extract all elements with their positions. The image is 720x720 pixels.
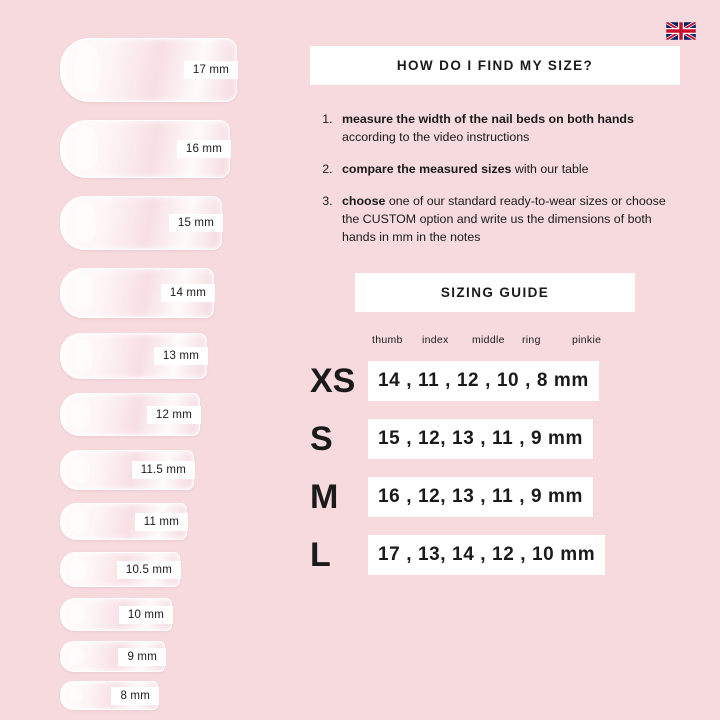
info-panel bbox=[310, 46, 680, 584]
size-letter: S bbox=[310, 419, 333, 458]
nail-tip-shape bbox=[60, 503, 187, 540]
nail-tip-row bbox=[60, 120, 230, 178]
size-table bbox=[310, 352, 680, 584]
finger-header-thumb: thumb bbox=[372, 333, 403, 346]
size-row-s bbox=[310, 410, 680, 468]
nail-tip-shape bbox=[60, 38, 237, 102]
nail-tip-row bbox=[60, 681, 158, 710]
size-measurements: 15 , 12, 13 , 11 , 9 mm bbox=[368, 419, 593, 459]
nail-tip-row bbox=[60, 450, 194, 490]
step-emphasis: choose bbox=[342, 193, 386, 208]
nail-tip-label: 13 mm bbox=[154, 347, 208, 365]
nail-tip-shape bbox=[60, 120, 230, 178]
nail-tip-chart bbox=[60, 38, 290, 702]
size-row-m bbox=[310, 468, 680, 526]
nail-tip-row bbox=[60, 333, 207, 379]
nail-tip-row bbox=[60, 503, 187, 540]
nail-tip-label: 14 mm bbox=[161, 284, 215, 302]
nail-tip-row bbox=[60, 641, 165, 672]
finger-header-index: index bbox=[422, 333, 449, 346]
nail-tip-shape bbox=[60, 552, 180, 587]
instruction-steps bbox=[310, 111, 680, 247]
nail-tip-label: 16 mm bbox=[177, 140, 231, 158]
size-measurements: 17 , 13, 14 , 12 , 10 mm bbox=[368, 535, 605, 575]
nail-tip-label: 10.5 mm bbox=[117, 561, 181, 579]
uk-flag-icon bbox=[666, 22, 696, 40]
nail-tip-shape bbox=[60, 598, 172, 631]
nail-tip-label: 10 mm bbox=[119, 606, 173, 624]
step-text: with our table bbox=[511, 161, 589, 176]
how-to-header: HOW DO I FIND MY SIZE? bbox=[310, 46, 680, 85]
nail-tip-row bbox=[60, 268, 214, 318]
step-text: one of our standard ready-to-wear sizes or choose the CUSTOM option and write us the dimensions of both hands in mm in the notes bbox=[342, 193, 666, 244]
nail-tip-shape bbox=[60, 681, 158, 710]
nail-tip-label: 12 mm bbox=[147, 406, 201, 424]
instruction-step bbox=[336, 193, 680, 247]
nail-tip-shape bbox=[60, 268, 214, 318]
finger-header-ring: ring bbox=[522, 333, 541, 346]
nail-tip-label: 17 mm bbox=[184, 61, 238, 79]
instruction-step bbox=[336, 111, 680, 147]
finger-header-middle: middle bbox=[472, 333, 505, 346]
size-measurements: 14 , 11 , 12 , 10 , 8 mm bbox=[368, 361, 599, 401]
nail-tip-label: 11 mm bbox=[135, 513, 188, 531]
nail-tip-shape bbox=[60, 333, 207, 379]
size-letter: L bbox=[310, 535, 331, 574]
sizing-guide-header: SIZING GUIDE bbox=[355, 273, 635, 312]
size-measurements: 16 , 12, 13 , 11 , 9 mm bbox=[368, 477, 593, 517]
nail-tip-label: 9 mm bbox=[118, 648, 166, 666]
nail-tip-row bbox=[60, 598, 172, 631]
nail-tip-label: 15 mm bbox=[169, 214, 223, 232]
step-emphasis: compare the measured sizes bbox=[342, 161, 512, 176]
nail-tip-row bbox=[60, 393, 200, 436]
nail-tip-row bbox=[60, 552, 180, 587]
size-letter: XS bbox=[310, 361, 356, 400]
size-row-l bbox=[310, 526, 680, 584]
nail-tip-row bbox=[60, 196, 222, 250]
size-letter: M bbox=[310, 477, 339, 516]
finger-column-headers bbox=[310, 334, 680, 346]
nail-tip-row bbox=[60, 38, 237, 102]
nail-tip-shape bbox=[60, 393, 200, 436]
nail-tip-shape bbox=[60, 641, 165, 672]
nail-tip-shape bbox=[60, 196, 222, 250]
nail-tip-shape bbox=[60, 450, 194, 490]
finger-header-pinkie: pinkie bbox=[572, 333, 602, 346]
step-emphasis: measure the width of the nail beds on both hands bbox=[342, 112, 634, 126]
nail-tip-label: 8 mm bbox=[111, 687, 159, 705]
nail-tip-label: 11.5 mm bbox=[132, 461, 195, 479]
instruction-step bbox=[336, 161, 680, 179]
size-row-xs bbox=[310, 352, 680, 410]
step-text: according to the video instructions bbox=[342, 129, 530, 144]
